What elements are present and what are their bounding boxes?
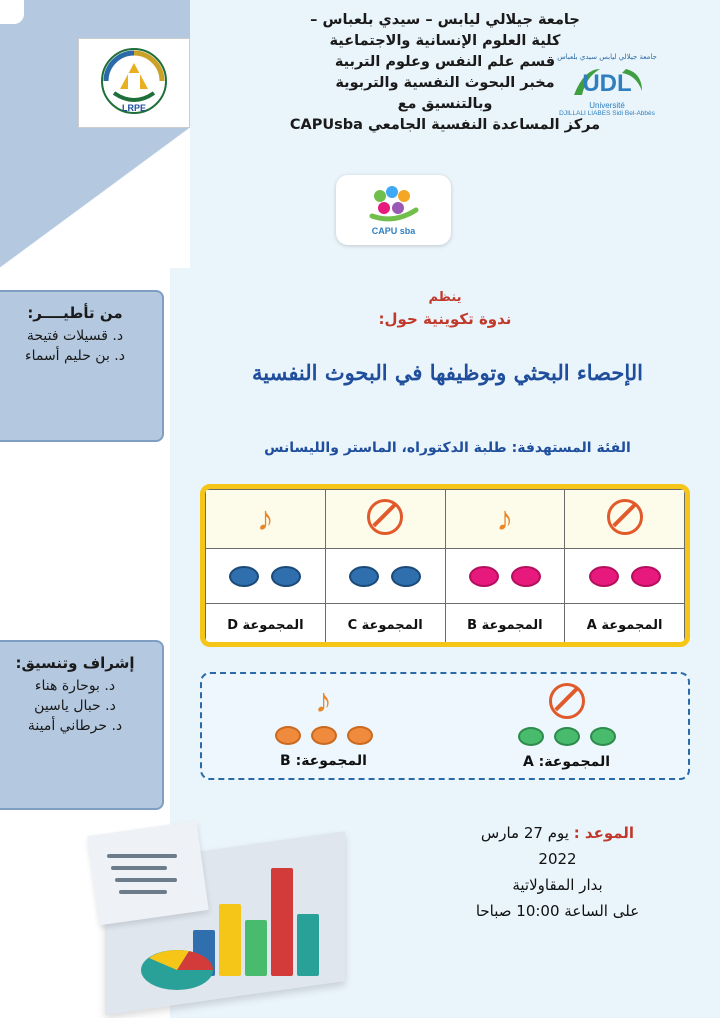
header-line-6: مركز المساعدة النفسية الجامعي CAPUsba xyxy=(289,117,601,133)
group-cell-icon-b xyxy=(445,490,565,549)
coordination-box xyxy=(0,640,164,810)
event-details xyxy=(420,820,695,924)
groups-table-icon-row xyxy=(206,490,685,549)
statistics-illustration xyxy=(85,818,375,1018)
lrpe-logo-graphic xyxy=(84,43,184,123)
supervision-box xyxy=(0,290,164,442)
coordination-name-1: د. بوحارة هناء xyxy=(34,678,116,694)
comparison-label-b: المجموعة: B xyxy=(280,752,367,769)
ban-icon xyxy=(607,499,643,535)
event-time: على الساعة 10:00 صباحا xyxy=(475,902,640,920)
ban-icon xyxy=(549,683,585,719)
dot-green xyxy=(518,727,544,746)
dot-orange xyxy=(275,726,301,745)
group-cell-dots-b xyxy=(445,549,565,604)
header-line-1: جامعة جيلالي ليابس – سيدي بلعباس – xyxy=(310,12,580,28)
dot-pink xyxy=(589,566,619,587)
group-label-c: المجموعة C xyxy=(325,604,445,647)
note-icon: ♪ xyxy=(496,500,514,538)
event-place: بدار المقاولاتية xyxy=(512,876,603,894)
group-cell-dots-d xyxy=(206,549,326,604)
udl-logo-sub2: DJILLALI LIABES Sidi Bel-Abbès xyxy=(559,110,655,117)
group-cell-dots-c xyxy=(325,549,445,604)
comparison-dots-b xyxy=(275,726,373,745)
coordination-name-3: د. حرطاني أمينة xyxy=(27,718,123,734)
capu-logo-graphic xyxy=(358,184,430,224)
group-cell-icon-d xyxy=(206,490,326,549)
comparison-dots-a xyxy=(518,727,616,746)
supervision-name-2: د. بن حليم أسماء xyxy=(25,348,125,364)
coordination-heading: إشراف وتنسيق: xyxy=(15,654,135,672)
event-date-line xyxy=(420,820,695,846)
note-icon: ♪ xyxy=(315,681,332,720)
note-icon: ♪ xyxy=(256,500,274,538)
dot-pink xyxy=(511,566,541,587)
dot-pink xyxy=(469,566,499,587)
corner-notch xyxy=(0,0,24,24)
dot-blue xyxy=(271,566,301,587)
group-label-d: المجموعة D xyxy=(206,604,326,647)
header-line-2: كلية العلوم الإنسانية والاجتماعية xyxy=(329,33,561,49)
dot-green xyxy=(554,727,580,746)
udl-logo-sub: Université xyxy=(589,101,625,110)
comparison-label-a: المجموعة: A xyxy=(522,753,611,770)
page-title: الإحصاء البحثي وتوظيفها في البحوث النفسية xyxy=(251,360,643,385)
groups-table-dots-row xyxy=(206,549,685,604)
groups-table-label-row xyxy=(206,604,685,647)
header-line-5: وبالتنسيق مع xyxy=(397,96,493,112)
dot-orange xyxy=(347,726,373,745)
dot-orange xyxy=(311,726,337,745)
group-label-a: المجموعة A xyxy=(565,604,685,647)
organise-line-1: ينظم xyxy=(428,290,462,305)
illustration-pie xyxy=(85,818,375,1018)
group-cell-dots-a xyxy=(565,549,685,604)
dot-blue xyxy=(391,566,421,587)
group-cell-icon-c xyxy=(325,490,445,549)
supervision-name-1: د. قسيلات فتيحة xyxy=(26,328,124,344)
comparison-panel xyxy=(200,672,690,780)
header-line-3: قسم علم النفس وعلوم التربية xyxy=(334,54,556,70)
comparison-group-b xyxy=(202,674,445,778)
comparison-group-a xyxy=(445,674,688,778)
ban-icon xyxy=(367,499,403,535)
group-cell-icon-a xyxy=(565,490,685,549)
lrpe-logo xyxy=(78,38,190,128)
top-left-diagonal-shape xyxy=(0,128,190,268)
capu-logo xyxy=(336,175,451,245)
target-audience: الفئة المستهدفة: طلبة الدكتوراه، الماستر والليسانس xyxy=(264,440,631,456)
groups-table xyxy=(205,489,685,647)
udl-logo-graphic xyxy=(568,61,646,101)
supervision-heading: من تأطيــــر: xyxy=(27,304,123,322)
dot-blue xyxy=(349,566,379,587)
coordination-name-2: د. حبال ياسين xyxy=(34,698,116,714)
header-line-4: مخبر البحوث النفسية والتربوية xyxy=(335,75,555,91)
organiser-block xyxy=(190,290,700,328)
dot-green xyxy=(590,727,616,746)
event-date-label: الموعد : xyxy=(573,824,635,842)
event-date-value: يوم 27 مارس xyxy=(480,824,569,842)
svg-text:UDL: UDL xyxy=(582,70,632,97)
dot-blue xyxy=(229,566,259,587)
dot-pink xyxy=(631,566,661,587)
event-year: 2022 xyxy=(538,850,577,868)
group-label-b: المجموعة B xyxy=(445,604,565,647)
udl-logo xyxy=(552,42,662,128)
groups-table-card xyxy=(200,484,690,647)
udl-logo-arabic: جامعة جيلالي ليابس سيدي بلعباس xyxy=(557,53,657,61)
svg-text:LRPE: LRPE xyxy=(121,103,147,113)
organise-line-2: ندوة تكوينية حول: xyxy=(378,310,512,328)
capu-logo-label: CAPU sba xyxy=(371,226,416,236)
